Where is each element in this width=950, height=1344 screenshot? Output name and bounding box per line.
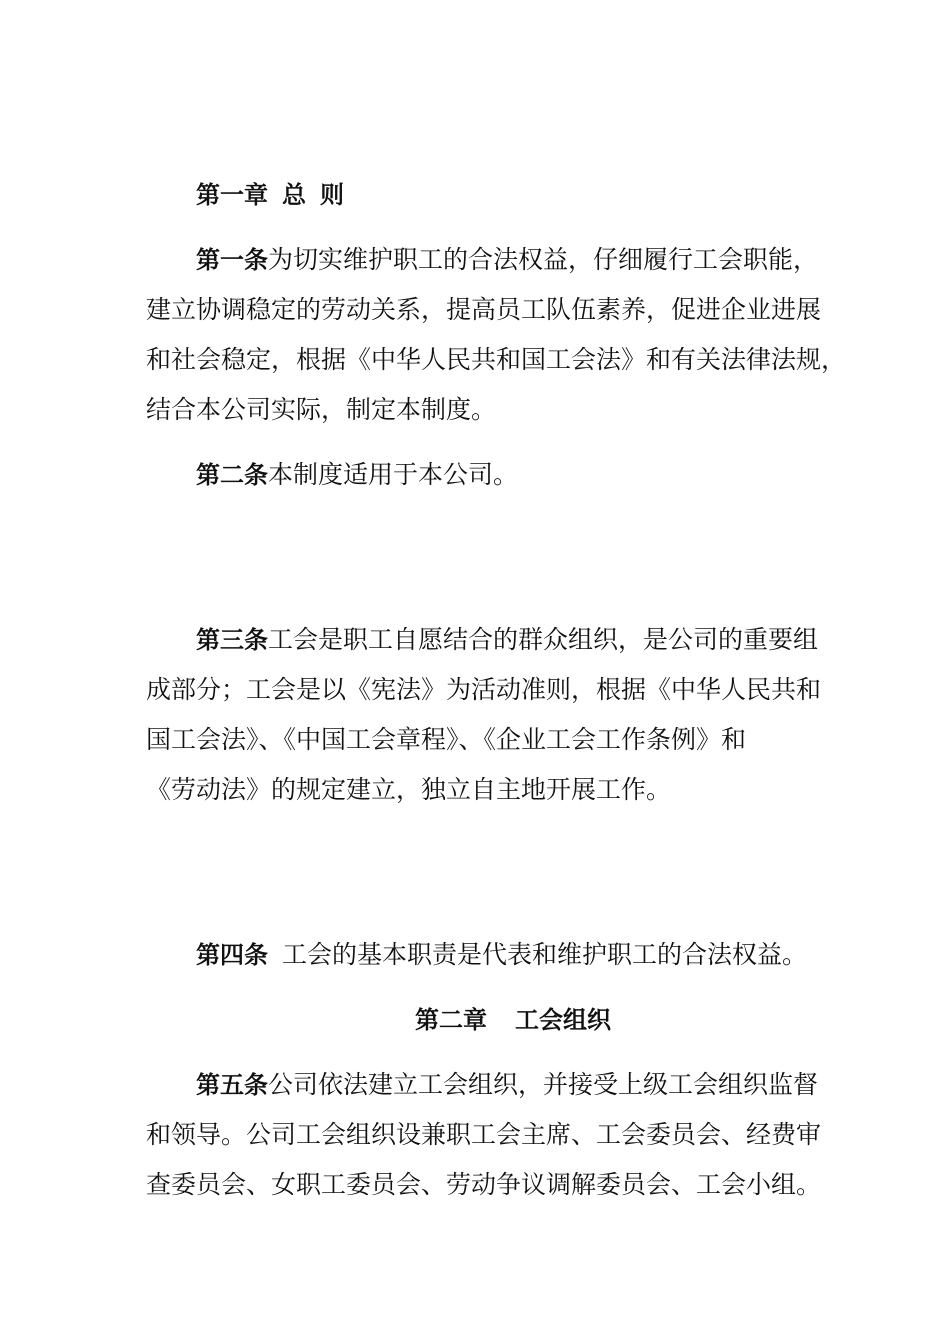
article-1-line-1: [196, 245, 818, 275]
article-5-line-1: [196, 1070, 818, 1100]
article-1-text-1: 为切实维护职工的合法权益，仔细履行工会职能，: [268, 245, 819, 274]
article-3-line-1: [196, 625, 818, 655]
article-4-label: 第四条: [196, 941, 268, 969]
article-5-line-3: 查委员会、女职工委员会、劳动争议调解委员会、工会小组。: [146, 1170, 822, 1199]
article-1-line-2: 建立协调稳定的劳动关系，提高员工队伍素养，促进企业进展: [146, 295, 822, 324]
article-2-line: [196, 460, 518, 490]
article-3-line-3: 国工会法》、《中国工会章程》、《企业工会工作条例》和: [146, 725, 747, 754]
article-2-label: 第二条: [196, 461, 268, 489]
article-3-label: 第三条: [196, 626, 268, 654]
article-4-line: [196, 940, 807, 970]
chapter-2-title: 工会组织: [515, 1006, 611, 1034]
chapter-2-number: 第二章: [415, 1006, 487, 1034]
article-1-label: 第一条: [196, 246, 268, 274]
chapter-1-title-part-1: 总: [282, 181, 306, 209]
article-2-text: 本制度适用于本公司。: [268, 460, 519, 489]
article-5-label: 第五条: [196, 1071, 268, 1099]
article-3-text-1: 工会是职工自愿结合的群众组织，是公司的重要组: [268, 625, 819, 654]
article-5-line-2: 和领导。公司工会组织设兼职工会主席、工会委员会、经费审: [146, 1120, 822, 1149]
article-3-line-4: 《劳动法》的规定建立，独立自主地开展工作。: [146, 775, 672, 804]
article-5-text-1: 公司依法建立工会组织，并接受上级工会组织监督: [268, 1070, 819, 1099]
article-4-text: 工会的基本职责是代表和维护职工的合法权益。: [282, 940, 808, 969]
chapter-1-title-part-2: 则: [320, 181, 344, 209]
article-3-line-2: 成部分；工会是以《宪法》为活动准则，根据《中华人民共和: [146, 675, 822, 704]
article-1-line-4: 结合本公司实际，制定本制度。: [146, 395, 497, 424]
chapter-1-heading: [196, 180, 344, 210]
chapter-1-number: 第一章: [196, 181, 268, 209]
article-1-line-3: 和社会稳定，根据《中华人民共和国工会法》和有关法律法规，: [146, 345, 847, 374]
chapter-2-heading: [415, 1005, 611, 1035]
